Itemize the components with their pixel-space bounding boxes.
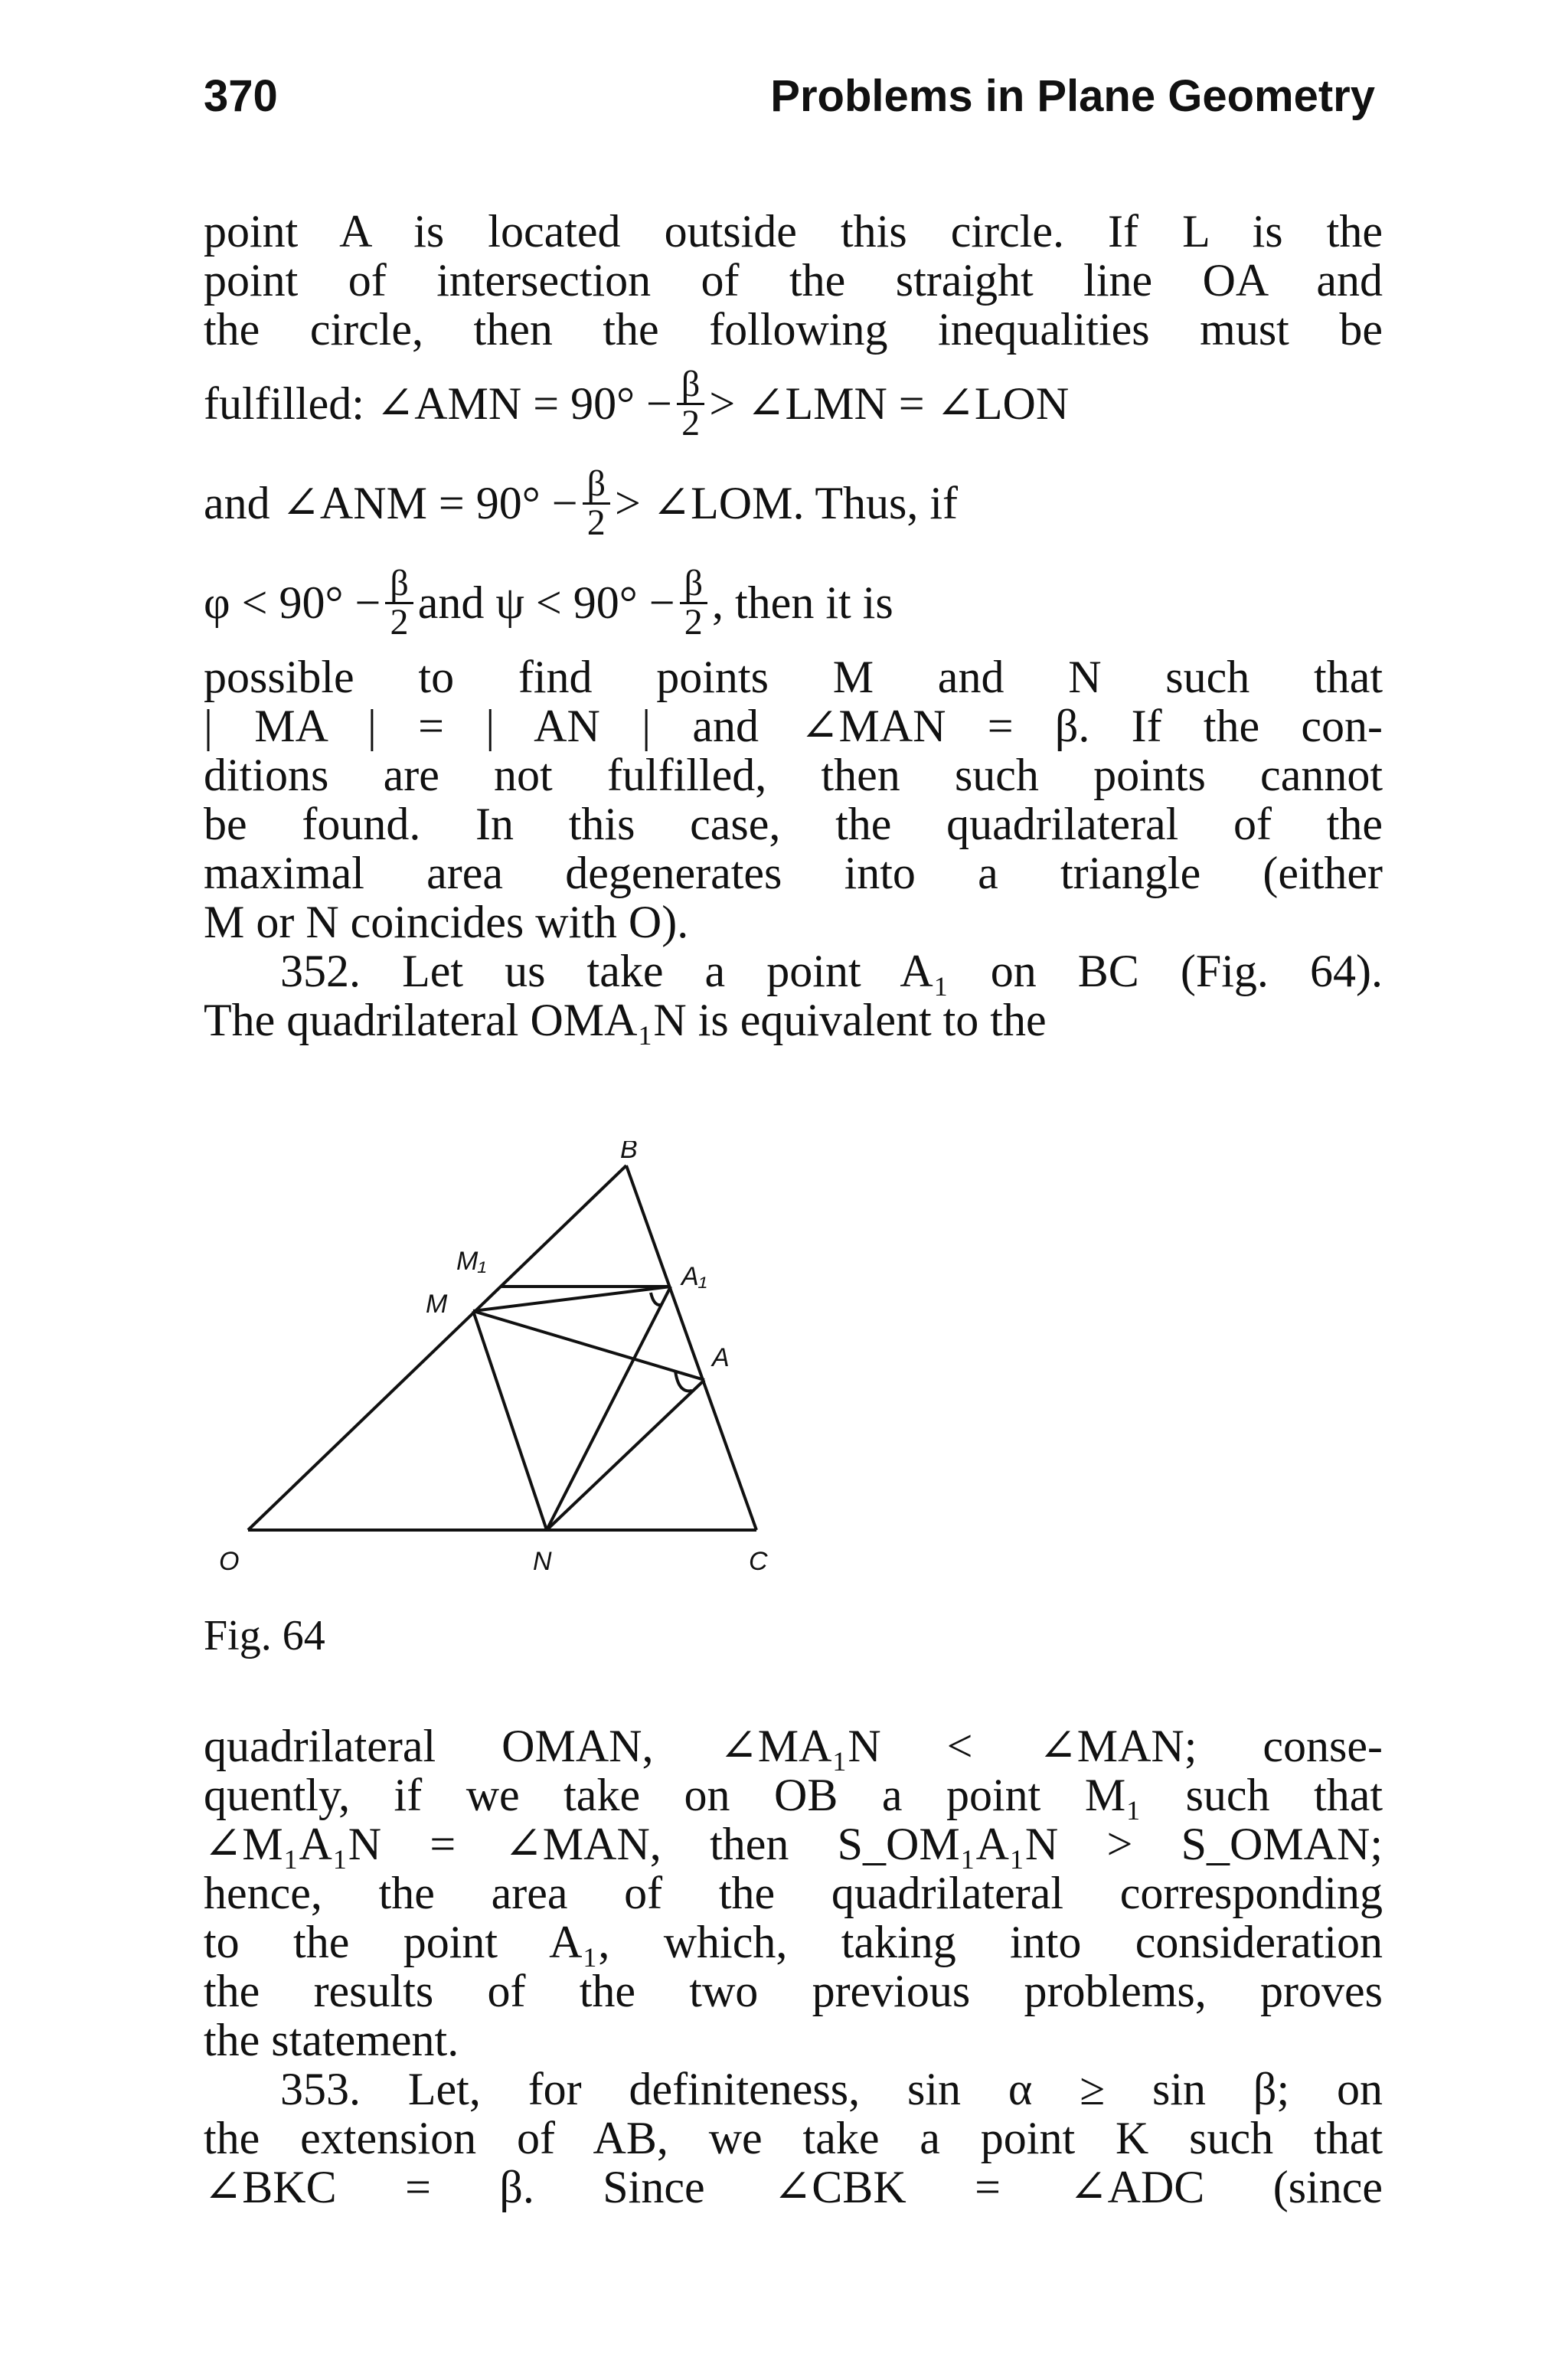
text-line: be found. In this case, the quadrilateral of the — [204, 799, 1383, 849]
formula-line-3 — [204, 553, 1383, 652]
label-A: A — [712, 1343, 730, 1372]
fraction-numerator: β — [385, 565, 413, 604]
text-line: | MA | = | AN | and ∠MAN = β. If the con- — [204, 701, 1383, 751]
figure-caption: Fig. 64 — [204, 1612, 325, 1659]
fraction-numerator: β — [583, 466, 610, 505]
fraction-denominator: 2 — [390, 601, 409, 642]
text-line: M or N coincides with O). — [204, 897, 689, 947]
segment-OB — [248, 1166, 626, 1530]
segment-M-A — [473, 1311, 704, 1380]
angle-arc-A1 — [651, 1293, 662, 1305]
formula-text: and ∠ANM = 90° − — [204, 478, 578, 528]
text-line: the statement. — [204, 2015, 459, 2065]
formula-text: and ψ < 90° − — [417, 577, 675, 628]
text-line: ditions are not fulfilled, then such points cannot — [204, 750, 1383, 800]
beta-over-2-fraction — [385, 562, 413, 642]
segment-BC — [626, 1166, 756, 1530]
text-line: hence, the area of the quadrilateral corresponding — [204, 1868, 1383, 1918]
geometry-diagram — [204, 1141, 786, 1631]
formula-line-2 — [204, 453, 1383, 553]
text-line: ∠BKC = β. Since ∠CBK = ∠ADC (since — [204, 2162, 1383, 2212]
problem-353-first-line: 353. Let, for definiteness, sin α ≥ sin β; on — [280, 2064, 1383, 2114]
text-line: point A is located outside this circle. If L is the — [204, 206, 1383, 257]
formula-text: fulfilled: ∠AMN = 90° − — [204, 378, 672, 429]
text-line: quently, if we take on OB a point M₁ such that — [204, 1770, 1383, 1820]
beta-over-2-fraction — [680, 562, 707, 642]
label-C: C — [749, 1547, 768, 1576]
fraction-numerator: β — [677, 366, 704, 405]
text-line: possible to find points M and N such that — [204, 652, 1383, 702]
label-A1: A₁ — [681, 1262, 707, 1291]
text-line: the circle, then the following inequalities must be — [204, 304, 1383, 355]
label-M1: M₁ — [456, 1247, 487, 1276]
fraction-denominator: 2 — [586, 502, 606, 543]
text-line: the extension of AB, we take a point K such that — [204, 2113, 1383, 2163]
formula-line-1 — [204, 354, 1383, 453]
segment-A1-N — [547, 1287, 671, 1530]
page-number: 370 — [204, 71, 278, 121]
segment-A-N — [547, 1380, 704, 1530]
text-line: the results of the two previous problems, proves — [204, 1966, 1383, 2016]
problem-352-first-line: 352. Let us take a point A₁ on BC (Fig. 64). — [280, 946, 1383, 996]
formula-text: > ∠LOM. Thus, if — [615, 478, 959, 528]
formula-text: φ < 90° − — [204, 577, 381, 628]
fraction-denominator: 2 — [681, 402, 701, 443]
text-line: quadrilateral OMAN, ∠MA₁N < ∠MAN; conse- — [204, 1721, 1383, 1771]
text-line: ∠M₁A₁N = ∠MAN, then S_OM₁A₁N > S_OMAN; — [204, 1819, 1383, 1869]
beta-over-2-fraction — [677, 363, 704, 443]
paragraph-continuation — [204, 207, 1383, 1045]
text-line: maximal area degenerates into a triangle (either — [204, 848, 1383, 898]
label-B: B — [620, 1141, 638, 1164]
fraction-denominator: 2 — [684, 601, 703, 642]
paragraph-after-figure — [204, 1721, 1383, 2212]
book-title: Problems in Plane Geometry — [770, 71, 1375, 121]
label-N: N — [533, 1547, 552, 1576]
formula-text: , then it is — [712, 577, 893, 628]
figure-64 — [204, 1141, 786, 1631]
text-line: point of intersection of the straight line OA and — [204, 255, 1383, 306]
text-line: to the point A₁, which, taking into consideration — [204, 1917, 1383, 1967]
label-O: O — [219, 1547, 240, 1576]
segment-M-A1 — [473, 1287, 671, 1311]
beta-over-2-fraction — [583, 463, 610, 543]
label-M: M — [426, 1290, 448, 1319]
text-line: The quadrilateral OMA₁N is equivalent to the — [204, 995, 1047, 1045]
segment-M-N — [473, 1311, 547, 1530]
formula-text: > ∠LMN = ∠LON — [709, 378, 1070, 429]
fraction-numerator: β — [680, 565, 707, 604]
running-head — [204, 70, 1375, 139]
